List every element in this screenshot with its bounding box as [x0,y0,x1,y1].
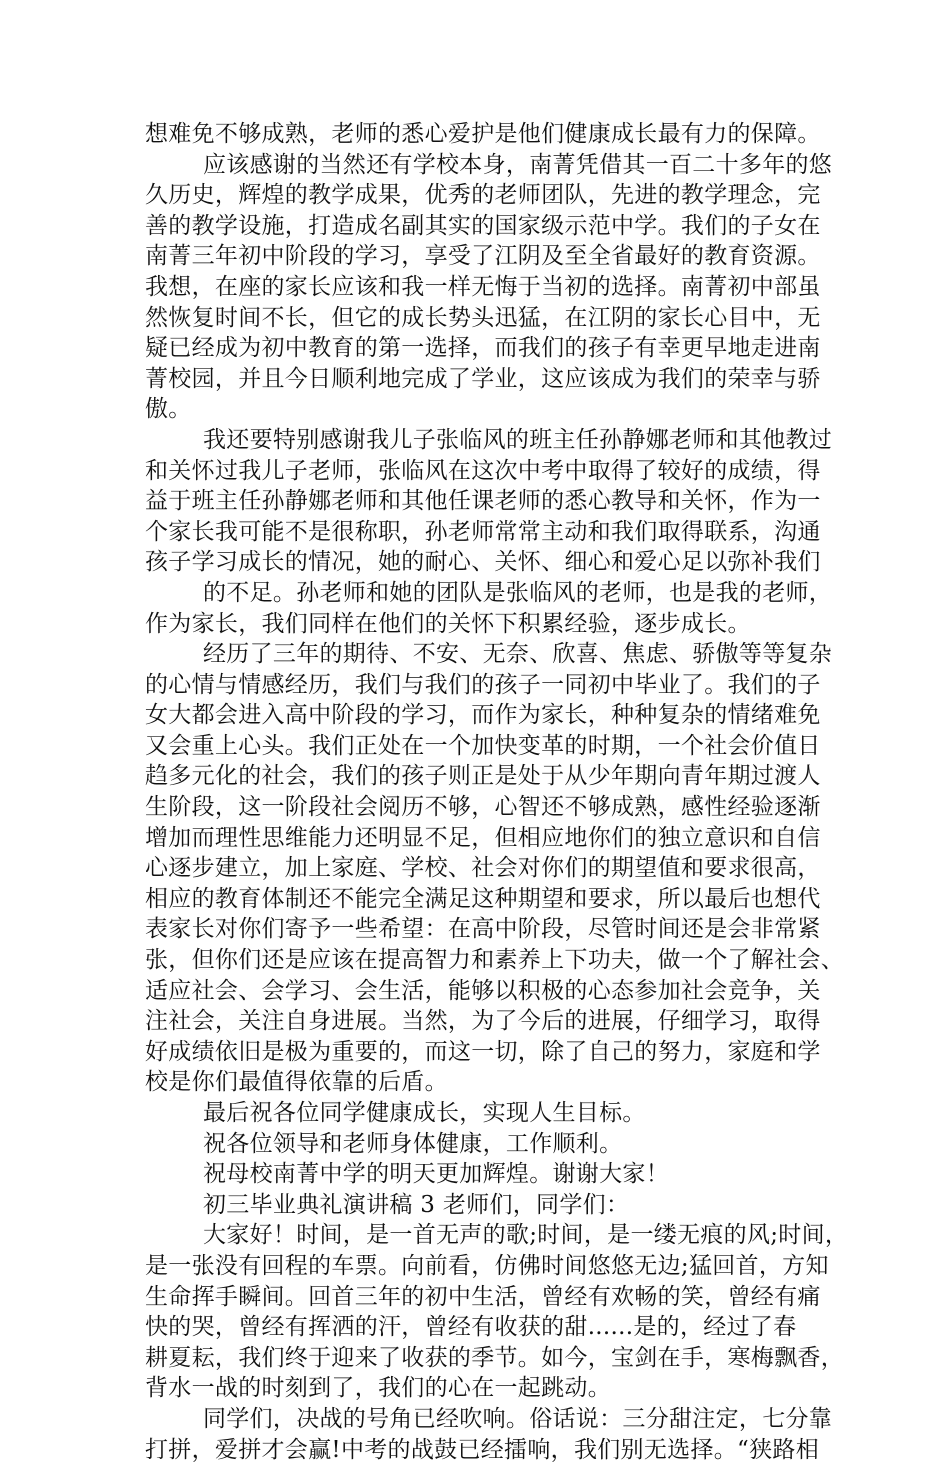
text-line: 祝各位领导和老师身体健康，工作顺利。 [203,1130,623,1157]
text-line: 适应社会、会学习、会生活，能够以积极的心态参加社会竞争，关 [145,977,821,1004]
text-line: 疑已经成为初中教育的第一选择，而我们的孩子有幸更早地走进南 [145,335,821,362]
text-line: 是一张没有回程的车票。向前看，仿佛时间悠悠无边;猛回首，方知 [145,1252,829,1279]
text-line: 想难免不够成熟，老师的悉心爱护是他们健康成长最有力的保障。 [145,121,821,147]
text-line: 张，但你们还是应该在提高智力和素养上下功夫，做一个了解社会、 [145,947,844,974]
text-line: 益于班主任孙静娜老师和其他任课老师的悉心教导和关怀，作为一 [145,488,821,515]
text-line: 女大都会进入高中阶段的学习，而作为家长，种种复杂的情绪难免 [145,702,821,729]
text-line: 个家长我可能不是很称职，孙老师常常主动和我们取得联系，沟通 [145,518,821,545]
text-line: 生命挥手瞬间。回首三年的初中生活，曾经有欢畅的笑，曾经有痛 [145,1283,821,1310]
text-line: 孩子学习成长的情况，她的耐心、关怀、细心和爱心足以弥补我们 [145,549,821,576]
text-line: 同学们，决战的号角已经吹响。俗话说：三分甜注定，七分靠 [203,1405,833,1432]
text-line: 生阶段，这一阶段社会阅历不够，心智还不够成熟，感性经验逐渐 [145,794,821,821]
text-line: 作为家长，我们同样在他们的关怀下积累经验，逐步成长。 [145,610,751,637]
text-line: 表家长对你们寄予一些希望：在高中阶段，尽管时间还是会非常紧 [145,916,821,943]
text-line: 初三毕业典礼演讲稿 3 老师们，同学们： [203,1191,630,1218]
text-line: 菁校园，并且今日顺利地完成了学业，这应该成为我们的荣幸与骄 [145,365,821,392]
text-line: 快的哭，曾经有挥洒的汗，曾经有收获的甜......是的，经过了春 [145,1314,797,1341]
text-line: 祝母校南菁中学的明天更加辉煌。谢谢大家！ [203,1161,669,1188]
text-line: 耕夏耘，我们终于迎来了收获的季节。如今，宝剑在手，寒梅飘香， [145,1344,844,1371]
text-line: 经历了三年的期待、不安、无奈、欣喜、焦虑、骄傲等等复杂 [203,641,833,668]
text-line: 我还要特别感谢我儿子张临风的班主任孙静娜老师和其他教过 [203,426,833,453]
text-line: 又会重上心头。我们正处在一个加快变革的时期，一个社会价值日 [145,732,821,759]
text-line: 增加而理性思维能力还明显不足，但相应地你们的独立意识和自信 [145,824,821,851]
text-line: 南菁三年初中阶段的学习，享受了江阴及至全省最好的教育资源。 [145,243,821,270]
text-line: 心逐步建立，加上家庭、学校、社会对你们的期望值和要求很高， [145,855,821,882]
text-line: 然恢复时间不长，但它的成长势头迅猛，在江阴的家长心目中，无 [145,304,821,331]
text-line: 相应的教育体制还不能完全满足这种期望和要求，所以最后也想代 [145,885,821,912]
text-line: 我想，在座的家长应该和我一样无悔于当初的选择。南菁初中部虽 [145,273,821,300]
text-line: 大家好！时间，是一首无声的歌;时间，是一缕无痕的风;时间， [203,1222,849,1249]
text-line: 和关怀过我儿子老师，张临风在这次中考中取得了较好的成绩，得 [145,457,821,484]
text-line: 的不足。孙老师和她的团队是张临风的老师，也是我的老师， [203,579,833,606]
document-body [145,119,849,1465]
text-line: 久历史，辉煌的教学成果，优秀的老师团队，先进的教学理念，完 [145,182,821,209]
text-line: 校是你们最值得依靠的后盾。 [145,1069,448,1096]
text-line: 背水一战的时刻到了，我们的心在一起跳动。 [145,1375,611,1402]
text-line: 善的教学设施，打造成名副其实的国家级示范中学。我们的子女在 [145,212,821,239]
text-line: 注社会，关注自身进展。当然，为了今后的进展，仔细学习，取得 [145,1008,821,1035]
text-line: 最后祝各位同学健康成长，实现人生目标。 [203,1100,646,1126]
text-line: 趋多元化的社会，我们的孩子则正是处于从少年期向青年期过渡人 [145,763,821,790]
text-line: 应该感谢的当然还有学校本身，南菁凭借其一百二十多年的悠 [203,151,833,178]
text-line: 傲。 [145,396,192,423]
text-line: 好成绩依旧是极为重要的，而这一切，除了自己的努力，家庭和学 [145,1038,821,1065]
text-line: 的心情与情感经历，我们与我们的孩子一同初中毕业了。我们的子 [145,671,821,698]
text-line: 打拼，爱拼才会赢!中考的战鼓已经擂响，我们别无选择。“狭路相 [145,1436,820,1463]
